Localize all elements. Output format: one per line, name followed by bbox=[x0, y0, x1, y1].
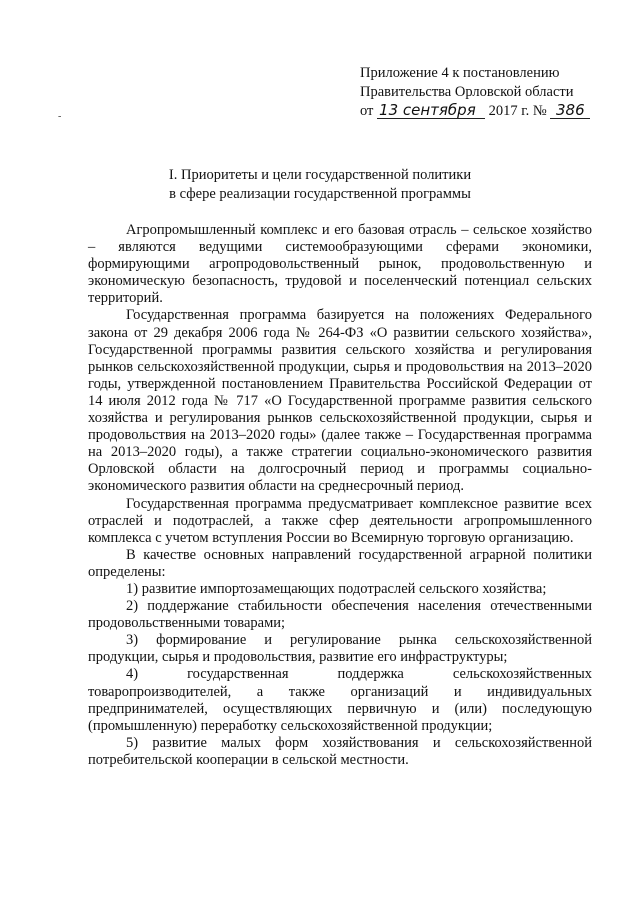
list-item: 2) поддержание стабильности обеспечения населения отечественными продовольственными товарами; bbox=[88, 598, 592, 632]
list-item: 5) развитие малых форм хозяйствования и сельскохозяйственной потребительской кооперации в сельской местности. bbox=[88, 734, 592, 768]
list-item: 4) государственная поддержка сельскохозяйственных товаропроизводителей, а также организаций и индивидуальных предпринимателей, осуществляющих первичную и (или) последующую (промышленную) переработку сельскохозяйственной продукции; bbox=[88, 666, 592, 734]
year-number-label: 2017 г. № bbox=[488, 103, 547, 119]
section-title bbox=[80, 166, 560, 204]
list-item: 3) формирование и регулирование рынка сельскохозяйственной продукции, сырья и продовольствия, развитие его инфраструктуры; bbox=[88, 632, 592, 666]
paragraph: Государственная программа базируется на положениях Федерального закона от 29 декабря 2006 года № 264-ФЗ «О развитии сельского хозяйства», Государственной программы развития сельского хозяйства и регулирования рынков сельскохозяйственной продукции, сырья и продовольствия на 2013–2020 годы, утвержденной постановлением Правительства Российской Федерации от 14 июля 2012 года № 717 «О Государственной программе развития сельского хозяйства и регулирования рынков сельскохозяйственной продукции, сырья и продовольствия на 2013–2020 годы» (далее также – Государственная программа на 2013–2020 годы), а также стратегии социально-экономического развития Орловской области на долгосрочный период и программы социально-экономического развития области на среднесрочный период. bbox=[88, 307, 592, 495]
list-item: 1) развитие импортозамещающих подотраслей сельского хозяйства; bbox=[126, 580, 547, 597]
section-title-line-1: I. Приоритеты и цели государственной политики bbox=[168, 167, 472, 183]
section-title-line-2: в сфере реализации государственной программы bbox=[169, 186, 471, 202]
document-body bbox=[88, 222, 592, 769]
attachment-line-1: Приложение 4 к постановлению bbox=[360, 65, 560, 81]
attachment-header bbox=[360, 64, 600, 121]
stray-mark: - bbox=[58, 111, 62, 122]
attachment-line-2: Правительства Орловской области bbox=[360, 84, 574, 100]
paragraph: Государственная программа предусматривает комплексное развитие всех отраслей и подотраслей, а также сфер деятельности агропромышленного комплекса с учетом вступления России во Всемирную торговую организацию. bbox=[88, 495, 592, 546]
paragraph: В качестве основных направлений государственной аграрной политики определены: bbox=[88, 546, 592, 580]
from-label: от bbox=[360, 103, 374, 119]
paragraph: Агропромышленный комплекс и его базовая отрасль – сельское хозяйство – являются ведущими системообразующими сферами экономики, формирующими агропродовольственный рынок, продовольственную и экономическую безопасность, трудовой и поселенческий потенциал сельских территорий. bbox=[88, 222, 592, 307]
handwritten-number: 386 bbox=[550, 103, 590, 119]
handwritten-date: 13 сентября bbox=[377, 103, 485, 119]
attachment-date-line bbox=[360, 102, 600, 121]
